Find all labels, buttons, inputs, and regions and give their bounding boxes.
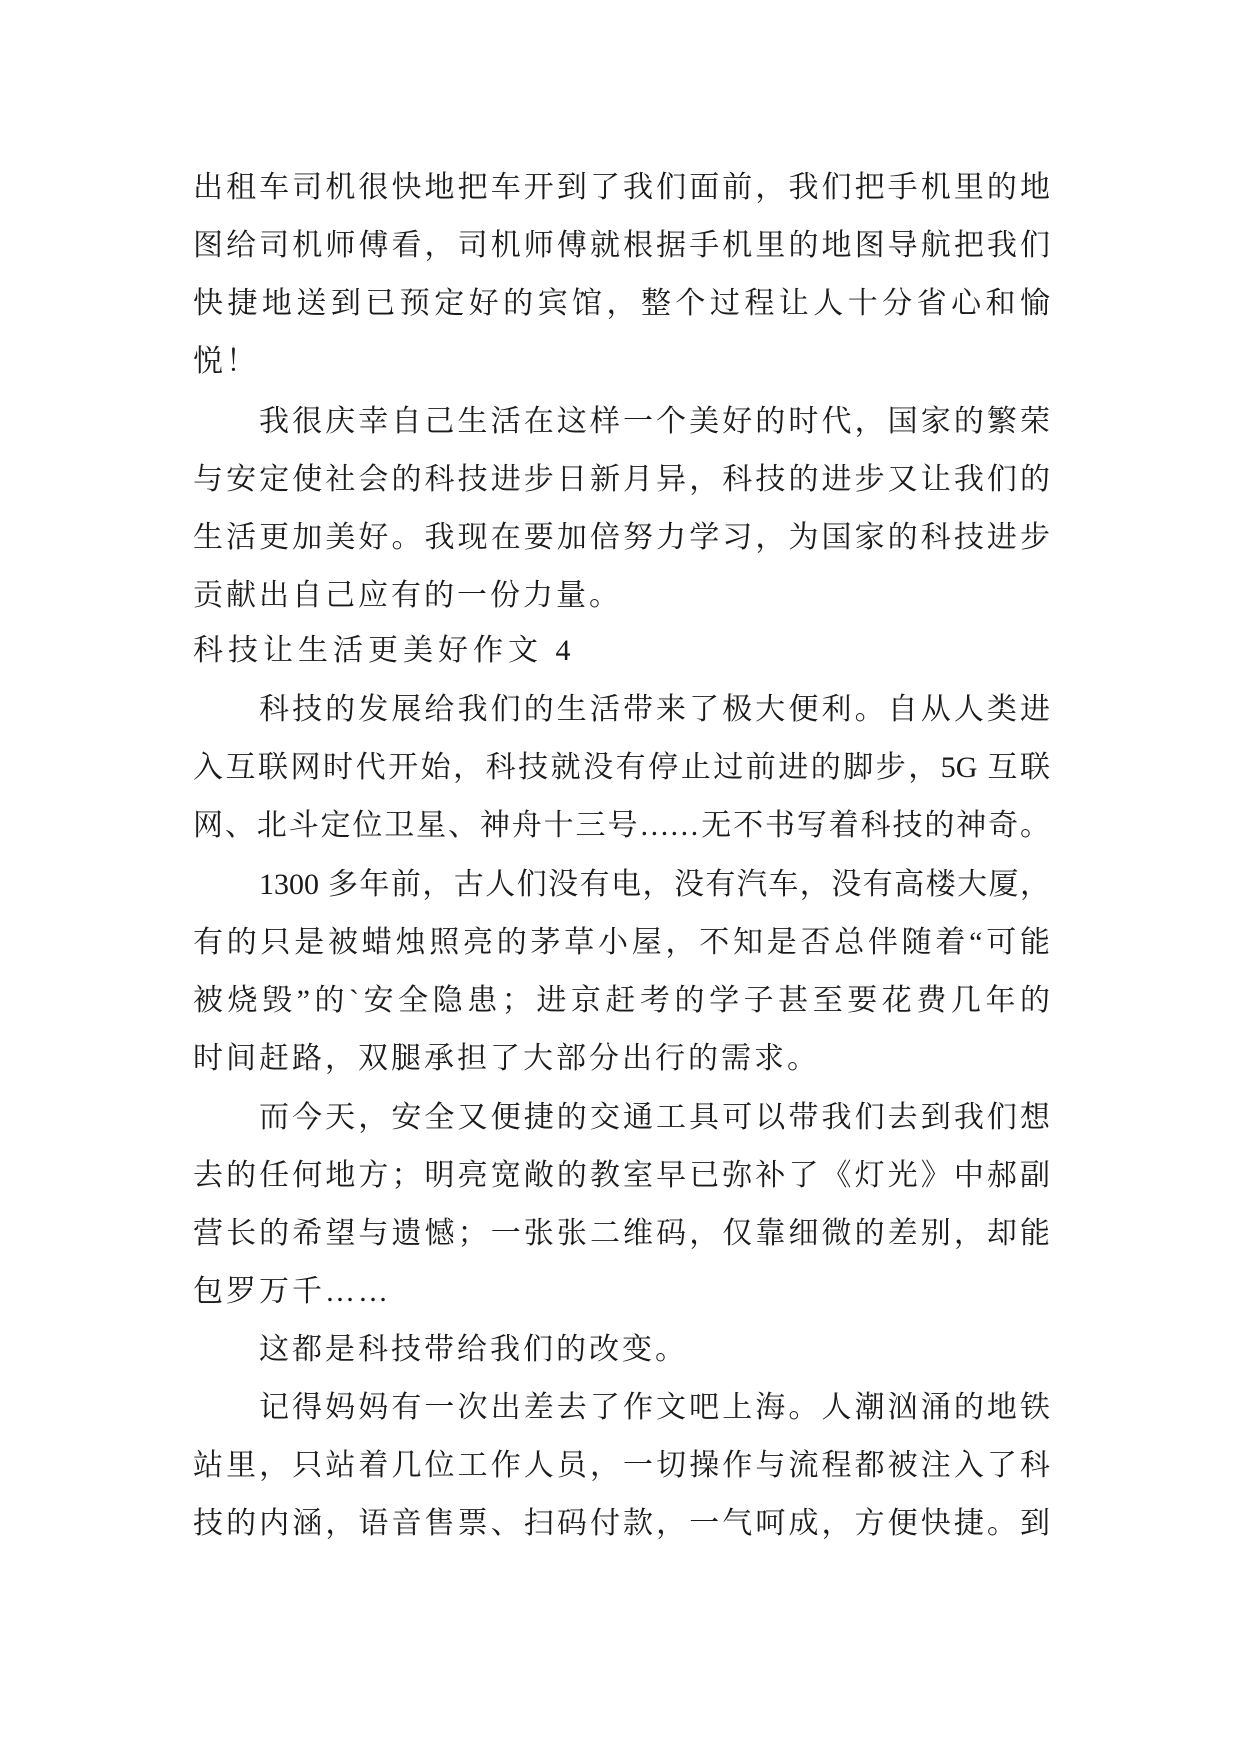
body-line: 出租车司机很快地把车开到了我们面前，我们把手机里的地 <box>193 171 1050 204</box>
body-line: 站里，只站着几位工作人员，一切操作与流程都被注入了科 <box>193 1449 1050 1482</box>
body-line: 我很庆幸自己生活在这样一个美好的时代，国家的繁荣 <box>259 405 1050 438</box>
body-line: 入互联网时代开始，科技就没有停止过前进的脚步，5G 互联 <box>193 751 1050 784</box>
body-line: 生活更加美好。我现在要加倍努力学习，为国家的科技进步 <box>193 521 1050 554</box>
body-line: 包罗万千…… <box>193 1275 391 1308</box>
body-line: 有的只是被蜡烛照亮的茅草小屋，不知是否总伴随着“可能 <box>193 926 1050 959</box>
body-line: 图给司机师傅看，司机师傅就根据手机里的地图导航把我们 <box>193 229 1050 262</box>
body-line: 悦！ <box>193 345 259 378</box>
body-line: 时间赶路，双腿承担了大部分出行的需求。 <box>193 1042 820 1075</box>
body-line: 技的内涵，语音售票、扫码付款，一气呵成，方便快捷。到 <box>193 1507 1050 1540</box>
body-line: 记得妈妈有一次出差去了作文吧上海。人潮汹涌的地铁 <box>259 1391 1050 1424</box>
section-heading: 科技让生活更美好作文 4 <box>193 634 576 667</box>
body-line: 而今天，安全又便捷的交通工具可以带我们去到我们想 <box>259 1101 1050 1134</box>
body-line: 网、北斗定位卫星、神舟十三号……无不书写着科技的神奇。 <box>193 809 1050 842</box>
body-line: 与安定使社会的科技进步日新月异，科技的进步又让我们的 <box>193 463 1050 496</box>
body-line: 这都是科技带给我们的改变。 <box>259 1333 688 1366</box>
body-line: 科技的发展给我们的生活带来了极大便利。自从人类进 <box>259 693 1050 726</box>
body-line: 营长的希望与遗憾；一张张二维码，仅靠细微的差别，却能 <box>193 1217 1050 1250</box>
body-line: 1300 多年前，古人们没有电，没有汽车，没有高楼大厦， <box>259 868 1050 901</box>
body-line: 贡献出自己应有的一份力量。 <box>193 579 622 612</box>
body-line: 去的任何地方；明亮宽敞的教室早已弥补了《灯光》中郝副 <box>193 1159 1050 1192</box>
body-line: 被烧毁”的`安全隐患；进京赶考的学子甚至要花费几年的 <box>193 984 1050 1017</box>
body-line: 快捷地送到已预定好的宾馆，整个过程让人十分省心和愉 <box>193 287 1050 320</box>
